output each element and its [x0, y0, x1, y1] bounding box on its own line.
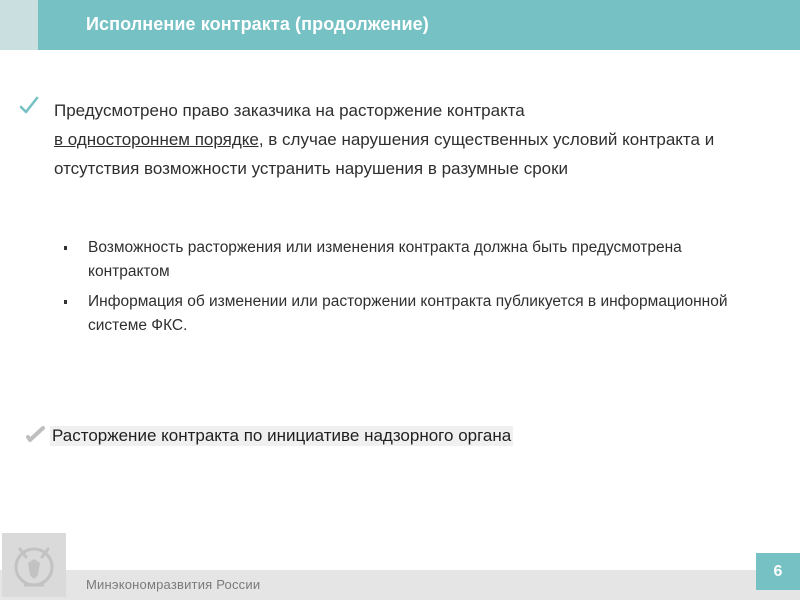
- main-paragraph: [54, 96, 774, 183]
- list-item-text: Информация об изменении или расторжении контракта публикуется в информационной системе ФКС.: [88, 293, 728, 334]
- emblem-icon: [2, 533, 66, 597]
- emblem-graphic: [2, 533, 66, 597]
- bullet-icon: [64, 300, 67, 304]
- bullet-list: [62, 236, 762, 344]
- ministry-name: Минэкономразвития России: [86, 577, 261, 592]
- list-item-text: Возможность расторжения или изменения контракта должна быть предусмотрена контрактом: [88, 239, 682, 280]
- checkmark-icon: [18, 94, 40, 116]
- page-number: 6: [756, 553, 800, 590]
- slide-title: Исполнение контракта (продолжение): [86, 14, 429, 34]
- main-paragraph-part2: в случае нарушения существенных условий контракта и отсутствия возможности устранить нарушения в разумные сроки: [54, 130, 715, 178]
- checkmark-icon: [26, 426, 46, 444]
- bullet-icon: [64, 246, 67, 250]
- secondary-heading: Расторжение контракта по инициативе надзорного органа: [52, 426, 512, 445]
- list-item: [62, 236, 762, 284]
- main-paragraph-part1: Предусмотрено право заказчика на расторжение контракта: [54, 101, 525, 120]
- header-accent-block: [0, 0, 38, 50]
- list-item: [62, 290, 762, 338]
- main-paragraph-underlined: в одностороннем порядке,: [54, 130, 264, 149]
